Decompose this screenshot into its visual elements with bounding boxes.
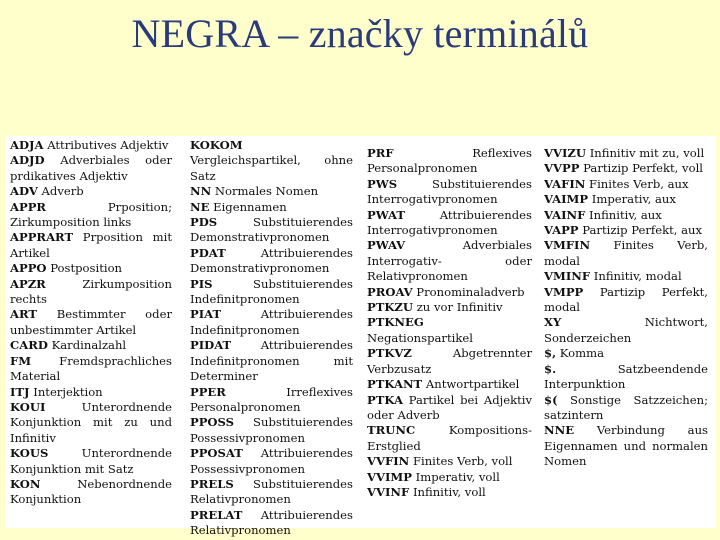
tag-description: Pronominaladverb — [416, 284, 525, 299]
tag-description: Eigennamen — [213, 199, 287, 214]
tag-entry — [544, 346, 708, 361]
tag-code: APPO — [10, 261, 47, 276]
tag-description: Irreflexives Personalpronomen — [190, 384, 353, 414]
tag-entry — [544, 161, 708, 176]
tag-code: VAIMP — [544, 192, 589, 207]
tag-entry — [544, 146, 708, 161]
tag-entry — [10, 385, 172, 400]
tag-entry — [367, 315, 532, 346]
tag-description: Kardinalzahl — [51, 338, 127, 353]
tag-description: Reflexives Personalpronomen — [367, 146, 532, 176]
tag-description: Infinitiv, modal — [593, 269, 682, 284]
tag-column-3 — [367, 146, 532, 500]
tag-description: Prposition mit Artikel — [10, 230, 173, 260]
tag-entry — [544, 238, 708, 269]
tag-description: Abgetrennter Verbzusatz — [367, 346, 532, 376]
tag-code: ITJ — [10, 384, 30, 399]
tag-code: VVPP — [544, 161, 580, 176]
tag-code: VVINF — [367, 484, 410, 499]
tag-code: PPOSAT — [190, 446, 243, 461]
tag-code: $, — [544, 346, 557, 361]
tag-code: PRELAT — [190, 507, 243, 522]
tag-code: NNE — [544, 423, 575, 438]
tag-code: TRUNC — [367, 423, 416, 438]
tag-code: PDS — [190, 215, 218, 230]
tag-entry — [10, 153, 172, 184]
tag-code: VAPP — [544, 223, 579, 238]
tag-description: Attribuierendes Indefinitpronomen — [190, 307, 353, 337]
tag-entry — [190, 338, 353, 384]
tag-code: PTKZU — [367, 300, 413, 315]
slide-title: NEGRA – značky terminálů — [131, 11, 589, 56]
tag-code: PWAT — [367, 207, 405, 222]
tag-column-4 — [544, 146, 708, 470]
tag-description: Komma — [559, 346, 605, 361]
tag-entry — [544, 223, 708, 238]
tag-code: NE — [190, 199, 210, 214]
tag-code: APPR — [10, 199, 47, 214]
tag-code: PPER — [190, 384, 226, 399]
tag-entry — [190, 138, 353, 184]
tag-entry — [10, 184, 172, 199]
tag-description: Attribuierendes Indefinitpronomen mit Determiner — [190, 338, 353, 384]
tag-description: Partizip Perfekt, modal — [544, 284, 708, 315]
tag-description: Attribuierendes Relativpronomen — [190, 507, 353, 538]
tag-description: Substituierendes Interrogativpronomen — [367, 176, 532, 207]
tag-code: PPOSS — [190, 415, 235, 430]
tag-code: PIAT — [190, 307, 222, 322]
tag-code: PWAV — [367, 238, 406, 253]
tag-entry — [190, 477, 353, 508]
tag-entry — [190, 415, 353, 446]
tag-description: Interjektion — [33, 384, 103, 399]
tag-description: Adverbiales Interrogativ- oder Relativpronomen — [367, 238, 532, 284]
tag-entry — [544, 423, 708, 469]
tag-entry — [544, 393, 708, 424]
tag-description: Adverbiales oder prdikatives Adjektiv — [10, 153, 172, 183]
tag-code: KOKOM — [190, 138, 243, 152]
tag-code: VVIMP — [367, 469, 412, 484]
tag-code: CARD — [10, 338, 48, 353]
tag-code: VMPP — [544, 284, 584, 299]
tag-description: Attribuierendes Interrogativpronomen — [367, 207, 532, 238]
tag-entry — [367, 423, 532, 454]
tag-entry — [190, 446, 353, 477]
tag-entry — [190, 385, 353, 416]
tag-entry — [367, 238, 532, 284]
tag-description: Infinitiv, voll — [412, 484, 486, 499]
tag-description: Infinitiv mit zu, voll — [589, 146, 705, 160]
tag-entry — [367, 177, 532, 208]
tag-description: Antwortpartikel — [425, 377, 520, 392]
tag-description: Postposition — [50, 261, 123, 276]
tag-entry — [10, 138, 172, 153]
tag-entry — [10, 338, 172, 353]
tag-entry — [10, 354, 172, 385]
tag-entry — [367, 470, 532, 485]
tag-description: Substituierendes Demonstrativpronomen — [190, 215, 353, 245]
tag-description: Unterordnende Konjunktion mit Satz — [10, 446, 172, 476]
tag-entry — [367, 146, 532, 177]
tag-description: Bestimmter oder unbestimmter Artikel — [10, 307, 172, 337]
tag-entry — [190, 215, 353, 246]
tag-entry — [544, 208, 708, 223]
tag-code: ADJD — [10, 153, 45, 168]
tag-description: Finites Verb, aux — [589, 176, 689, 191]
tag-description: Kompositions-Erstglied — [367, 423, 532, 453]
tag-entry — [10, 230, 172, 261]
tag-entry — [544, 285, 708, 316]
tag-description: Partikel bei Adjektiv oder Adverb — [367, 392, 533, 422]
tag-description: zu vor Infinitiv — [416, 300, 503, 315]
tag-code: PIS — [190, 276, 213, 291]
tag-code: PTKANT — [367, 377, 423, 392]
tag-code: PWS — [367, 176, 398, 191]
tag-code: $( — [544, 392, 558, 407]
tag-entry — [190, 307, 353, 338]
tag-entry — [190, 277, 353, 308]
tag-entry — [190, 246, 353, 277]
tag-entry — [190, 184, 353, 199]
tag-code: VAINF — [544, 207, 586, 222]
tag-description: Imperativ, voll — [415, 469, 500, 484]
tag-description: Imperativ, aux — [591, 192, 676, 207]
tag-entry — [367, 393, 532, 424]
tag-code: PTKVZ — [367, 346, 412, 361]
tag-description: Partizip Perfekt, aux — [582, 223, 703, 238]
tag-code: PTKNEG — [367, 315, 424, 330]
tag-code: XY — [544, 315, 562, 330]
tag-code: KOUS — [10, 446, 49, 461]
tag-entry — [10, 261, 172, 276]
tag-column-1 — [10, 138, 172, 508]
tag-entry — [190, 508, 353, 539]
tag-code: KON — [10, 476, 41, 491]
tag-entry — [367, 485, 532, 500]
tag-code: PROAV — [367, 284, 413, 299]
tag-entry — [10, 446, 172, 477]
tag-entry — [10, 307, 172, 338]
tag-description: Adverb — [41, 184, 84, 199]
tag-description: Zirkumposition rechts — [10, 276, 172, 307]
tag-entry — [544, 192, 708, 207]
tag-code: PDAT — [190, 245, 226, 260]
tag-entry — [367, 285, 532, 300]
tag-description: Sonstige Satzzeichen; satzintern — [544, 392, 709, 422]
tag-code: NN — [190, 184, 212, 199]
tag-description: Substituierendes Possessivpronomen — [190, 415, 353, 445]
tag-code: KOUI — [10, 399, 46, 414]
tag-description: Nebenordnende Konjunktion — [10, 476, 172, 507]
tag-code: VMINF — [544, 269, 591, 284]
tag-description: Normales Nomen — [214, 184, 319, 199]
tag-description: Finites Verb, modal — [544, 238, 708, 268]
tag-description: Unterordnende Konjunktion mit zu und Infinitiv — [10, 399, 172, 445]
tag-code: $. — [544, 361, 557, 376]
tag-code: VVIZU — [544, 146, 586, 160]
tag-code: ART — [10, 307, 38, 322]
tag-code: APPRART — [10, 230, 74, 245]
tag-entry — [544, 315, 708, 346]
tag-description: Partizip Perfekt, voll — [583, 161, 703, 176]
tag-description: Substituierendes Relativpronomen — [190, 476, 353, 507]
tag-code: APZR — [10, 276, 46, 291]
tag-description: Attribuierendes Demonstrativpronomen — [190, 245, 353, 276]
tag-description: Vergleichspartikel, ohne Satz — [190, 153, 353, 183]
tag-entry — [367, 300, 532, 315]
tag-code: VAFIN — [544, 176, 586, 191]
tag-entry — [367, 346, 532, 377]
tag-entry — [544, 177, 708, 192]
tag-entry — [10, 277, 172, 308]
tag-code: VMFIN — [544, 238, 591, 253]
tag-code: VVFIN — [367, 454, 410, 469]
tag-entry — [544, 269, 708, 284]
tag-description: Prposition; Zirkumposition links — [10, 199, 172, 230]
tag-entry — [367, 454, 532, 469]
tag-entry — [190, 200, 353, 215]
tag-code: PTKA — [367, 392, 403, 407]
tag-code: ADJA — [10, 138, 44, 152]
tag-description: Nichtwort, Sonderzeichen — [544, 315, 708, 345]
tag-description: Substituierendes Indefinitpronomen — [190, 276, 353, 307]
tag-column-2 — [190, 138, 353, 539]
tag-description: Attributives Adjektiv — [47, 138, 169, 152]
tag-entry — [367, 208, 532, 239]
tag-description: Verbindung aus Eigennamen und normalen Nomen — [544, 423, 708, 469]
tag-code: PIDAT — [190, 338, 232, 353]
tag-description: Satzbeendende Interpunktion — [544, 361, 708, 392]
tag-description: Attribuierendes Possessivpronomen — [190, 446, 353, 476]
tag-code: FM — [10, 353, 32, 368]
tag-description: Infinitiv, aux — [589, 207, 662, 222]
tagset-table-image — [5, 136, 716, 538]
tag-code: PRELS — [190, 476, 234, 491]
tag-entry — [367, 377, 532, 392]
tag-description: Fremdsprachliches Material — [10, 353, 172, 384]
tag-description: Negationspartikel — [367, 330, 473, 345]
tag-code: ADV — [10, 184, 38, 199]
tag-description: Finites Verb, voll — [412, 454, 513, 469]
tag-entry — [10, 200, 172, 231]
tag-entry — [10, 477, 172, 508]
tag-code: PRF — [367, 146, 394, 160]
tag-entry — [544, 362, 708, 393]
tag-entry — [10, 400, 172, 446]
